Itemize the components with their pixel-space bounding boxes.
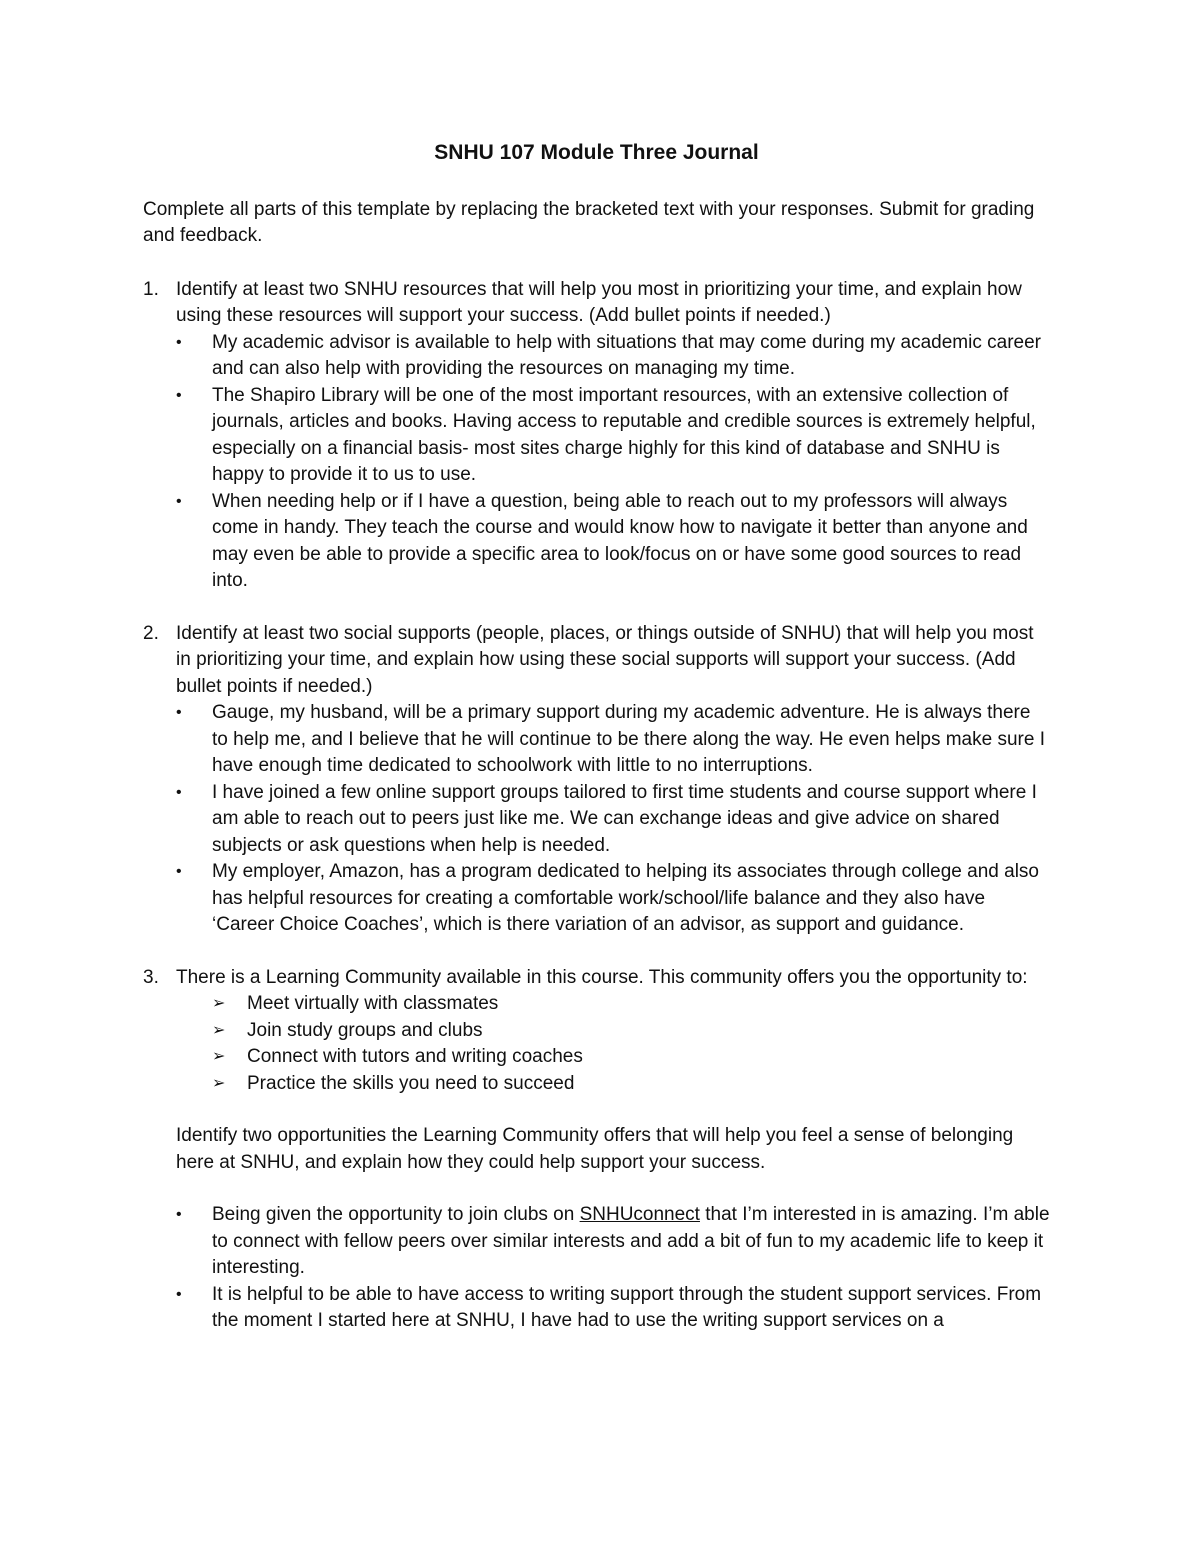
answer-item (176, 1282, 1050, 1335)
answer-list (176, 1202, 1050, 1335)
answer-text-after: that I’m interested in is amazing. I’m able to connect with fellow peers over similar interests and add a bit of fun to my academic life to keep it interesting. (212, 1204, 1050, 1278)
answer-item (176, 1202, 1050, 1282)
opportunity-item (176, 991, 1050, 1018)
answer-text-before: Being given the opportunity to join clubs on (212, 1204, 580, 1225)
arrow-bullet-icon: ➢ (212, 995, 226, 1012)
question-number: 1. (143, 278, 159, 300)
answer-text: Gauge, my husband, will be a primary support during my academic adventure. He is always there to help me, and I believe that he will continue to be there along the way. He even helps make sure I have enough time dedicated to schoolwork with little to no interruptions. (212, 702, 1045, 776)
question-2 (143, 621, 1050, 939)
opportunity-text: Connect with tutors and writing coaches (247, 1046, 583, 1067)
opportunity-list (176, 991, 1050, 1097)
intro-text: Complete all parts of this template by replacing the bracketed text with your responses. Submit for grading and feedback. (143, 198, 1035, 246)
page-title: SNHU 107 Module Three Journal (434, 141, 759, 164)
bullet-icon: • (176, 783, 182, 801)
answer-item (176, 489, 1050, 595)
bullet-icon: • (176, 1206, 182, 1223)
answer-text: My employer, Amazon, has a program dedicated to helping its associates through college and also has helpful resources for creating a comfortable work/school/life balance and they also have ‘Career Choice Coaches’, which is there variation of an advisor, as support and guidance. (212, 861, 1039, 935)
question-list (143, 277, 1050, 1335)
question-number: 3. (143, 966, 159, 988)
opportunity-item (176, 1071, 1050, 1098)
question-1 (143, 277, 1050, 595)
answer-item (176, 780, 1050, 860)
opportunity-item (176, 1044, 1050, 1071)
answer-item (176, 383, 1050, 489)
question-number: 2. (143, 622, 159, 644)
bullet-icon: • (176, 492, 182, 510)
question-3 (143, 965, 1050, 1335)
answer-text: My academic advisor is available to help with situations that may come during my academic career and can also help with providing the resources on managing my time. (212, 331, 1041, 379)
opportunity-text: Join study groups and clubs (247, 1019, 483, 1041)
opportunity-text: Meet virtually with classmates (247, 993, 499, 1014)
question-prompt: Identify at least two social supports (people, places, or things outside of SNHU) that will help you most in prioritizing your time, and explain how using these social supports will support your success. (Add bullet points if needed.) (176, 622, 1034, 697)
answer-list (176, 700, 1050, 939)
answer-item (176, 700, 1050, 780)
answer-text: The Shapiro Library will be one of the most important resources, with an extensive collection of journals, articles and books. Having access to reputable and credible sources is extremely helpful, especially on a financial basis- most sites charge highly for this kind of database and SNHU is happy to provide it to us to use. (212, 384, 1036, 485)
bullet-icon: • (176, 704, 182, 721)
answer-text: I have joined a few online support groups tailored to first time students and course support where I am able to reach out to peers just like me. We can exchange ideas and give advice on shared subjects or ask questions when help is needed. (212, 781, 1037, 856)
snhuconnect-link[interactable]: SNHUconnect (579, 1204, 700, 1225)
follow-up-prompt: Identify two opportunities the Learning Community offers that will help you feel a sense of belonging here at SNHU, and explain how they could help support your success. (176, 1125, 1014, 1173)
question-prompt: Identify at least two SNHU resources that will help you most in prioritizing your time, and explain how using these resources will support your success. (Add bullet points if needed.) (176, 278, 1022, 326)
answer-text: When needing help or if I have a question, being able to reach out to my professors will always come in handy. They teach the course and would know how to navigate it better than anyone and may even be able to provide a specific area to look/focus on or have some good sources to read into. (212, 490, 1028, 591)
opportunity-item (176, 1018, 1050, 1045)
answer-text: It is helpful to be able to have access to writing support through the student support services. From the moment I started here at SNHU, I have had to use the writing support services on a (212, 1283, 1042, 1331)
arrow-bullet-icon: ➢ (212, 1021, 226, 1039)
bullet-icon: • (176, 1285, 182, 1303)
bullet-icon: • (176, 386, 182, 404)
arrow-bullet-icon: ➢ (212, 1074, 226, 1092)
answer-item (176, 859, 1050, 939)
bullet-icon: • (176, 333, 182, 351)
bullet-icon: • (176, 863, 182, 880)
question-prompt: There is a Learning Community available in this course. This community offers you the opportunity to: (176, 966, 1028, 988)
arrow-bullet-icon: ➢ (212, 1048, 226, 1065)
answer-list (176, 330, 1050, 595)
answer-item (176, 330, 1050, 383)
opportunity-text: Practice the skills you need to succeed (247, 1072, 575, 1094)
